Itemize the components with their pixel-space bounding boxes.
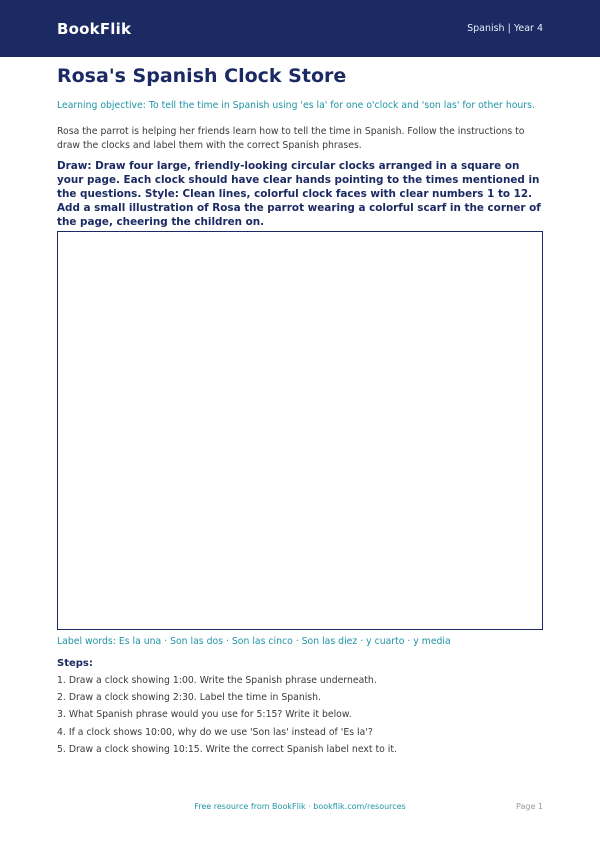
step-item: 3. What Spanish phrase would you use for 5:15? Write it below. <box>57 709 352 721</box>
steps-heading: Steps: <box>57 658 93 669</box>
intro-paragraph: Rosa the parrot is helping her friends learn how to tell the time in Spanish. Follow the instructions to draw the clocks and label them with the correct Spanish phrases. <box>57 126 525 151</box>
footer-resource-link: Free resource from BookFlik · bookflik.com/resources <box>194 802 406 811</box>
drawing-instructions: Draw: Draw four large, friendly-looking circular clocks arranged in a square on your page. Each clock should have clear hands pointing to the times mentioned in the questions. Style: Clean lines, colorful clock faces with clear numbers 1 to 12. Add a small illustration of Rosa the parrot wearing a colorful scarf in the corner of the page, cheering the children on. <box>57 160 541 228</box>
steps-list <box>57 674 547 760</box>
subject-year-label: Spanish | Year 4 <box>467 23 543 34</box>
step-item: 1. Draw a clock showing 1:00. Write the Spanish phrase underneath. <box>57 675 377 686</box>
drawing-area[interactable] <box>57 231 543 630</box>
step-item: 2. Draw a clock showing 2:30. Label the time in Spanish. <box>57 692 321 704</box>
label-words: Label words: Es la una · Son las dos · Son las cinco · Son las diez · y cuarto · y media <box>57 636 451 647</box>
brand-logo-text: BookFlik <box>57 19 132 38</box>
page-number: Page 1 <box>516 802 543 811</box>
learning-objective: Learning objective: To tell the time in Spanish using 'es la' for one o'clock and 'son las' for other hours. <box>57 100 535 111</box>
step-item: 4. If a clock shows 10:00, why do we use 'Son las' instead of 'Es la'? <box>57 726 373 738</box>
step-item: 5. Draw a clock showing 10:15. Write the correct Spanish label next to it. <box>57 743 397 755</box>
page-header <box>0 0 600 57</box>
page-title: Rosa's Spanish Clock Store <box>57 65 347 87</box>
